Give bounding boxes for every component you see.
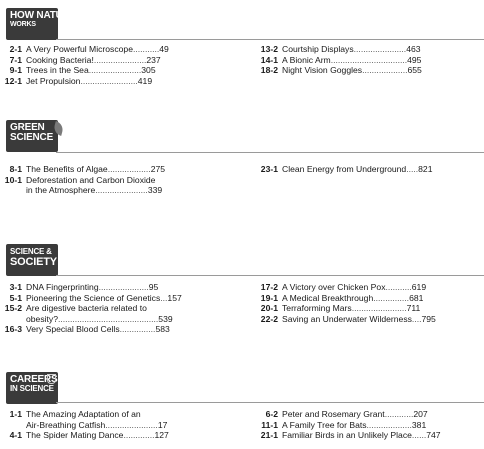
- toc-entry-text: [282, 293, 423, 304]
- section-number: 12-1: [4, 75, 22, 86]
- toc-entry-text: [282, 303, 420, 314]
- toc-entry[interactable]: [258, 282, 480, 293]
- entry-title: obesity?: [26, 313, 59, 324]
- dot-leader: ......................: [93, 54, 147, 65]
- entry-title: A Medical Breakthrough: [282, 292, 374, 303]
- badge-line-2: IN SCIENCE: [10, 384, 54, 393]
- page-number: 539: [158, 313, 173, 324]
- entry-title: Trees in the Sea: [26, 65, 89, 75]
- toc-entry[interactable]: [2, 293, 242, 304]
- entry-title: Air-Breathing Catfish: [26, 419, 106, 430]
- badge-line-1: SCIENCE &: [10, 247, 52, 256]
- dot-leader: ...................: [366, 419, 412, 430]
- toc-entry[interactable]: [258, 293, 480, 304]
- toc-entry-text: [26, 55, 161, 66]
- dot-leader: ................................: [330, 54, 408, 65]
- toc-entry-text: [282, 420, 426, 431]
- section-badge: [6, 120, 58, 152]
- entry-title: Clean Energy from Underground: [282, 164, 407, 174]
- toc-entry[interactable]: [2, 175, 242, 186]
- entry-title: in the Atmosphere: [26, 185, 96, 195]
- section-number: 13-2: [260, 44, 278, 54]
- badge-line-2: WORKS: [10, 21, 36, 28]
- entry-title: Deforestation and Carbon Dioxide: [26, 174, 156, 185]
- page-number: 157: [167, 292, 182, 303]
- section-number: 23-1: [260, 164, 278, 174]
- entry-title: Jet Propulsion: [26, 75, 81, 86]
- section-number: 16-3: [4, 324, 22, 334]
- section-number: 8-1: [9, 164, 22, 174]
- page-number: 495: [407, 54, 422, 65]
- dot-leader: ...........: [385, 282, 412, 292]
- toc-entry-text: [282, 409, 428, 420]
- toc-entry-text: [26, 293, 182, 304]
- toc-entry-text: [26, 65, 156, 76]
- toc-entry[interactable]: [2, 65, 242, 76]
- entry-title: Courtship Displays: [282, 44, 354, 54]
- toc-entry-text: [26, 409, 141, 420]
- dot-leader: ...............: [373, 292, 410, 303]
- toc-entry[interactable]: [258, 65, 480, 76]
- toc-entry[interactable]: [2, 164, 242, 175]
- toc-entry-text: [26, 76, 152, 87]
- dot-leader: ......................: [105, 419, 158, 430]
- page-number: 49: [159, 44, 169, 54]
- section-number: 22-2: [260, 313, 278, 324]
- flask-icon: [47, 374, 56, 384]
- toc-entry[interactable]: [258, 430, 480, 441]
- left-column: [2, 164, 242, 196]
- dot-leader: ......................: [88, 65, 142, 75]
- section-number: 3-1: [9, 282, 22, 292]
- toc-entry-text: [26, 303, 147, 314]
- dot-leader: .......................: [351, 303, 407, 313]
- toc-entry[interactable]: [2, 44, 242, 55]
- toc-entry-text: [26, 44, 169, 55]
- entry-title: Familiar Birds in an Unlikely Place: [282, 430, 412, 440]
- section-divider: [56, 152, 484, 153]
- section-number: 7-1: [9, 54, 22, 65]
- toc-entry[interactable]: [258, 44, 480, 55]
- section-divider: [56, 402, 484, 403]
- page-number: 583: [155, 324, 170, 334]
- page-number: 17: [157, 419, 168, 430]
- page-number: 237: [146, 54, 161, 65]
- entry-title: Pioneering the Science of Genetics: [26, 292, 161, 303]
- badge-line-2: SOCIETY: [10, 256, 57, 268]
- section-number: 9-1: [9, 65, 22, 75]
- toc-entry-text: [26, 164, 165, 175]
- toc-entry-text: [282, 282, 426, 293]
- toc-entry[interactable]: [258, 314, 480, 325]
- toc-entry[interactable]: [2, 76, 242, 87]
- toc-entry-text: [26, 324, 170, 335]
- badge-line-1: CAREERS: [10, 374, 58, 385]
- entry-title: Night Vision Goggles: [282, 65, 363, 75]
- dot-leader: ...............: [119, 324, 156, 334]
- right-column: [258, 282, 480, 324]
- toc-entry[interactable]: [258, 420, 480, 431]
- section-number: 1-1: [9, 409, 22, 419]
- entry-title: Terraforming Mars: [282, 303, 352, 313]
- section-number: 4-1: [9, 430, 22, 440]
- dot-leader: .....................: [98, 282, 149, 292]
- right-column: [258, 164, 480, 175]
- dot-leader: ..................: [107, 164, 151, 174]
- entry-title: The Benefits of Algae: [26, 164, 108, 174]
- section-number: 15-2: [4, 303, 22, 313]
- dot-leader: ......................: [353, 44, 407, 54]
- toc-entry[interactable]: [2, 55, 242, 66]
- page-number: 305: [141, 65, 156, 75]
- dot-leader: ......................: [95, 185, 148, 195]
- section-number: 18-2: [260, 65, 278, 75]
- toc-entry[interactable]: [258, 164, 480, 175]
- dot-leader: ...................: [362, 65, 408, 75]
- page-number: 463: [406, 44, 421, 54]
- entry-title: A Bionic Arm: [282, 54, 331, 65]
- toc-entry[interactable]: [2, 314, 242, 325]
- dot-leader: ............: [384, 409, 414, 419]
- toc-entry-text: [282, 55, 421, 66]
- page-number: 207: [413, 409, 428, 419]
- page-number: 821: [418, 164, 433, 174]
- page-number: 381: [411, 419, 427, 430]
- page-number: 339: [147, 185, 163, 195]
- page-number: 619: [411, 282, 427, 292]
- section-number: 5-1: [9, 292, 22, 303]
- left-column: [2, 409, 242, 441]
- entry-title: Very Special Blood Cells: [26, 324, 120, 334]
- toc-entry-text: [26, 175, 155, 186]
- section-number: 11-1: [261, 419, 278, 430]
- toc-entry[interactable]: [2, 185, 242, 196]
- toc-entry[interactable]: [2, 420, 242, 431]
- dot-leader: ........................: [80, 75, 138, 86]
- toc-entry-text: [26, 314, 173, 325]
- toc-entry-text: [26, 185, 162, 196]
- section-number: 17-2: [260, 282, 278, 292]
- toc-entry-text: [26, 430, 169, 441]
- dot-leader: ......: [411, 430, 427, 440]
- entry-title: A Victory over Chicken Pox: [282, 282, 386, 292]
- page-number: 681: [409, 292, 424, 303]
- section-badge: [6, 372, 58, 404]
- section-divider: [56, 275, 484, 276]
- section-number: 21-1: [260, 430, 278, 440]
- entry-title: Saving an Underwater Wilderness: [282, 313, 412, 324]
- badge-line-2: SCIENCE: [10, 132, 54, 143]
- right-column: [258, 409, 480, 441]
- left-column: [2, 282, 242, 335]
- page-number: 711: [406, 303, 421, 313]
- entry-title: DNA Fingerprinting: [26, 282, 99, 292]
- toc-entry[interactable]: [2, 430, 242, 441]
- toc-entry-text: [282, 44, 421, 55]
- page-number: 655: [407, 65, 422, 75]
- entry-title: The Amazing Adaptation of an: [26, 409, 141, 419]
- toc-entry[interactable]: [2, 324, 242, 335]
- toc-entry-text: [282, 164, 433, 175]
- dot-leader: ...........: [133, 44, 160, 54]
- dot-leader: .....: [406, 164, 419, 174]
- toc-entry[interactable]: [258, 303, 480, 314]
- page-number: 127: [154, 430, 169, 440]
- entry-title: Are digestive bacteria related to: [26, 303, 147, 313]
- page-number: 275: [150, 164, 166, 174]
- section-badge: [6, 244, 58, 276]
- dot-leader: ..........................................: [58, 313, 159, 324]
- toc-entry[interactable]: [258, 409, 480, 420]
- leaf-icon: [52, 121, 64, 136]
- section-number: 2-1: [9, 44, 22, 54]
- page-number: 95: [148, 282, 159, 292]
- toc-entry[interactable]: [2, 303, 242, 314]
- section-divider: [56, 39, 484, 40]
- section-number: 14-1: [260, 54, 278, 65]
- dot-leader: ....: [411, 313, 422, 324]
- toc-entry[interactable]: [258, 55, 480, 66]
- toc-entry-text: [282, 65, 422, 76]
- toc-entry-text: [26, 420, 167, 431]
- badge-line-1: HOW NATURE: [10, 10, 77, 21]
- left-column: [2, 44, 242, 86]
- toc-entry-text: [282, 314, 436, 325]
- section-number: 20-1: [260, 303, 278, 313]
- entry-title: The Spider Mating Dance: [26, 430, 124, 440]
- toc-entry-text: [282, 430, 441, 441]
- entry-title: A Family Tree for Bats: [282, 419, 367, 430]
- badge-line-1: GREEN: [10, 122, 45, 133]
- right-column: [258, 44, 480, 76]
- toc-entry-text: [26, 282, 158, 293]
- page-number: 747: [426, 430, 441, 440]
- toc-entry[interactable]: [2, 409, 242, 420]
- section-number: 10-1: [4, 174, 22, 185]
- section-badge: [6, 8, 77, 40]
- page-number: 419: [137, 75, 153, 86]
- page-number: 795: [421, 313, 436, 324]
- toc-entry[interactable]: [2, 282, 242, 293]
- section-number: 19-1: [260, 292, 278, 303]
- section-number: 6-2: [265, 409, 278, 419]
- entry-title: A Very Powerful Microscope: [26, 44, 133, 54]
- dot-leader: .............: [123, 430, 155, 440]
- entry-title: Cooking Bacteria!: [26, 54, 94, 65]
- entry-title: Peter and Rosemary Grant: [282, 409, 385, 419]
- dot-leader: ...: [160, 292, 168, 303]
